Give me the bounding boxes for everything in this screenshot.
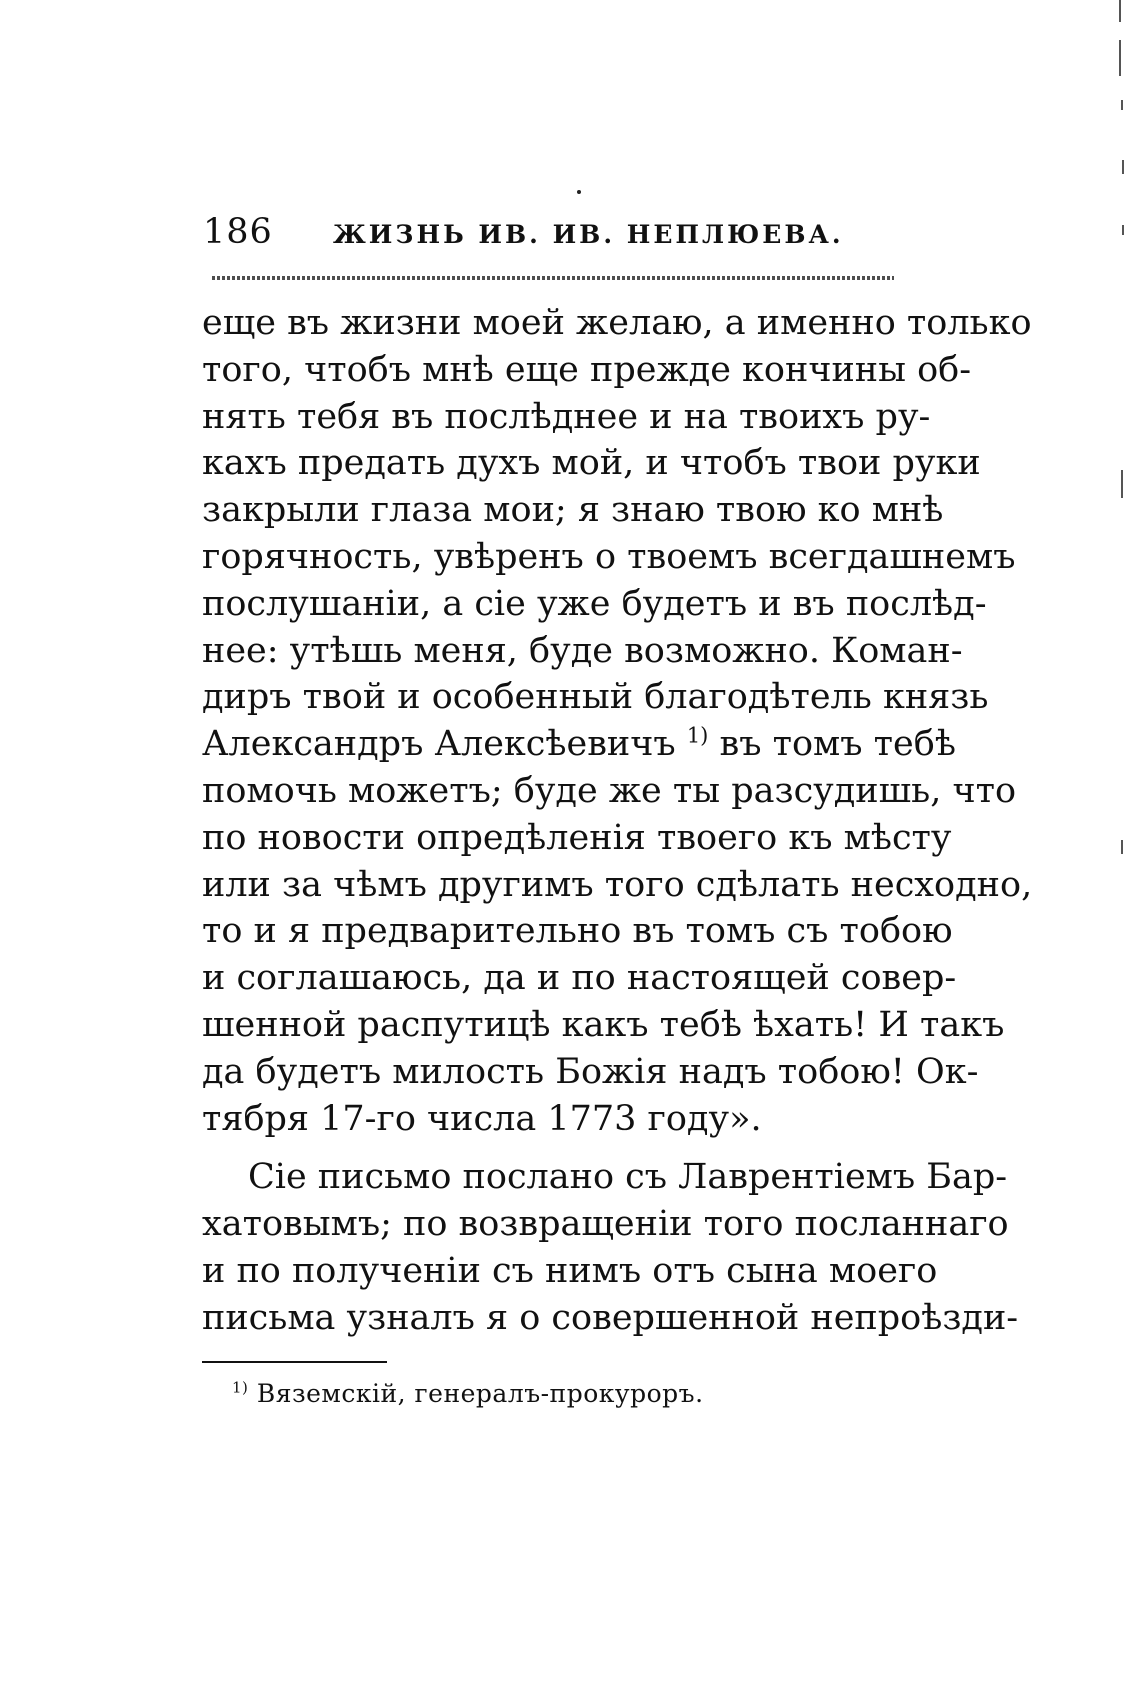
text-line: диръ твой и особенный благодѣтель князь xyxy=(202,677,989,718)
page-header xyxy=(203,212,903,262)
text-segment: въ томъ тебѣ xyxy=(719,724,956,765)
text-line: тября 17-го числа 1773 году». xyxy=(202,1098,762,1139)
running-title: ЖИЗНЬ ИВ. ИВ. НЕПЛЮЕВА. xyxy=(333,220,844,249)
text-line: кахъ предать духъ мой, и чтобъ твои руки xyxy=(202,443,981,484)
header-rule xyxy=(212,276,894,280)
text-line: или за чѣмъ другимъ того сдѣлать несходно, xyxy=(202,864,1033,905)
text-segment: Александръ Алексѣевичъ xyxy=(202,724,676,765)
text-line: нять тебя въ послѣднее и на твоихъ ру- xyxy=(202,396,931,437)
footnote-reference: 1) xyxy=(686,723,709,748)
text-line: то и я предварительно въ томъ съ тобою xyxy=(202,911,953,952)
text-line: по новости опредѣленiя твоего къ мѣсту xyxy=(202,817,952,858)
footnote-rule xyxy=(202,1361,387,1363)
margin-mark xyxy=(1122,225,1124,235)
text-line: и соглашаюсь, да и по настоящей совер- xyxy=(202,958,957,999)
text-line: закрыли глаза мои; я знаю твою ко мнѣ xyxy=(202,490,944,531)
footnote xyxy=(232,1379,704,1408)
paragraph-gap xyxy=(202,1142,898,1154)
text-line: горячность, увѣренъ о твоемъ всегдашнемъ xyxy=(202,536,1016,577)
footnote-text: Вяземскiй, генералъ-прокуроръ. xyxy=(256,1379,704,1408)
text-line: Сiе письмо послано съ Лаврентiемъ Бар- xyxy=(248,1157,1008,1198)
margin-mark xyxy=(1119,40,1121,76)
text-line: помочь можетъ; буде же ты разсудишь, что xyxy=(202,770,1017,811)
text-line: шенной распутицѣ какъ тебѣ ѣхать! И такъ xyxy=(202,1004,1005,1045)
text-line: еще въ жизни моей желаю, а именно только xyxy=(202,303,1032,343)
text-line: нее: утѣшь меня, буде возможно. Коман- xyxy=(202,630,963,671)
margin-mark xyxy=(1122,160,1124,174)
text-line: и по полученiи съ нимъ отъ сына моего xyxy=(202,1250,938,1291)
margin-mark xyxy=(1119,0,1121,22)
text-line: хатовымъ; по возвращенiи того посланнаго xyxy=(202,1204,1009,1245)
text-line: да будетъ милость Божiя надъ тобою! Ок- xyxy=(202,1051,979,1092)
ink-speck xyxy=(577,190,581,194)
margin-mark xyxy=(1121,100,1123,110)
footnote-marker: 1) xyxy=(232,1378,249,1397)
body-text xyxy=(202,300,1033,1342)
text-line: письма узналъ я о совершенной непроѣзди- xyxy=(202,1297,1019,1338)
margin-mark xyxy=(1121,470,1123,498)
page-number: 186 xyxy=(203,212,273,252)
text-line: послушанiи, а сiе уже будетъ и въ послѣд- xyxy=(202,583,987,624)
text-line-with-note xyxy=(202,721,956,768)
text-line: того, чтобъ мнѣ еще прежде кончины об- xyxy=(202,349,972,390)
margin-mark xyxy=(1121,840,1123,854)
